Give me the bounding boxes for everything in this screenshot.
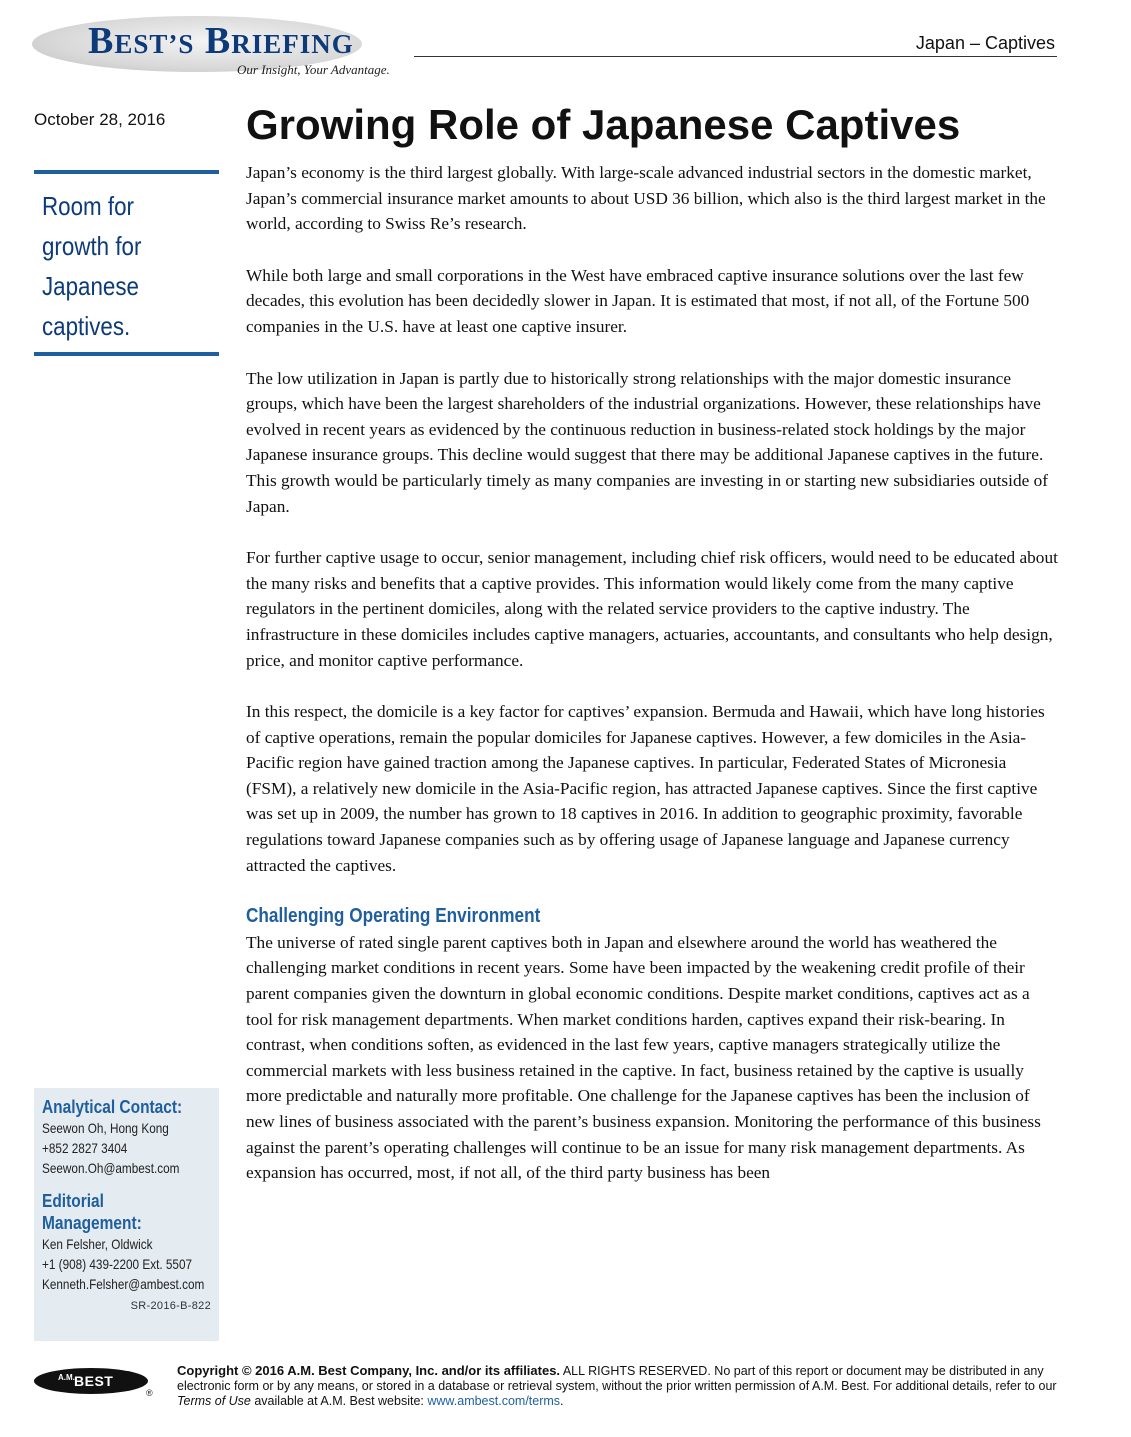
terms-of-use: Terms of Use <box>177 1394 251 1408</box>
editorial-heading: Editorial <box>42 1191 104 1211</box>
article-body <box>246 160 1058 1186</box>
editorial-heading: Management: <box>42 1213 142 1233</box>
pullquote <box>42 186 193 346</box>
article-paragraph: Japan’s economy is the third largest globally. With large-scale advanced industrial sectors in the domestic market, Japan’s commercial insurance market amounts to about USD 36 billion, which also is the third largest market in the world, according to Swiss Re’s research. <box>246 163 1046 234</box>
terms-suffix: available at A.M. Best website: <box>254 1394 424 1408</box>
analytical-contact-heading: Analytical Contact: <box>42 1097 183 1117</box>
article-title: Growing Role of Japanese Captives <box>246 101 961 148</box>
pullquote-line: Room for <box>42 191 134 221</box>
copyright-bold: Copyright © 2016 A.M. Best Company, Inc. and/or its affiliates. <box>177 1363 561 1378</box>
analytical-contact-email[interactable]: Seewon.Oh@ambest.com <box>42 1160 180 1176</box>
header-rule <box>414 56 1057 57</box>
pullquote-bottom-rule <box>34 352 219 356</box>
pullquote-line: growth for <box>42 231 142 261</box>
registered-mark: ® <box>146 1388 153 1398</box>
editorial-contact-phone: +1 (908) 439-2200 Ext. 5507 <box>42 1256 193 1272</box>
pullquote-line: captives. <box>42 311 131 341</box>
editorial-contact-name: Ken Felsher, Oldwick <box>42 1236 153 1252</box>
contact-box <box>34 1088 219 1341</box>
publication-date: October 28, 2016 <box>34 110 166 129</box>
brand-tagline: Our Insight, Your Advantage. <box>237 62 390 77</box>
ambest-logo <box>34 1368 148 1394</box>
ambest-logo-text: BEST <box>74 1373 114 1389</box>
pullquote-line: Japanese <box>42 271 139 301</box>
editorial-contact-email[interactable]: Kenneth.Felsher@ambest.com <box>42 1276 205 1292</box>
footer-period: . <box>560 1394 564 1408</box>
section-heading: Challenging Operating Environment <box>246 905 541 928</box>
website-link[interactable]: www.ambest.com/terms <box>427 1394 561 1408</box>
region-label: Japan – Captives <box>915 33 1055 53</box>
rights-caps: ALL RIGHTS RESERVED. <box>562 1364 711 1378</box>
ambest-logo-am: A.M. <box>58 1373 75 1382</box>
article-paragraph: While both large and small corporations in the West have embraced captive insurance solutions over the last few decades, this evolution has been decidedly slower in Japan. It is estimated that most, if not all, of the Fortune 500 companies in the U.S. have at least one captive insurer. <box>246 265 1030 336</box>
brand-logo: BEST’S BRIEFING <box>88 20 354 62</box>
pullquote-top-rule <box>34 170 219 174</box>
copyright-notice <box>177 1363 1057 1409</box>
article-paragraph: In this respect, the domicile is a key factor for captives’ expansion. Bermuda and Hawaii, which have long histories of captive operations, remain the popular domiciles for Japanese captives. However, a few domiciles in the Asia-Pacific region have gained traction among the Japanese captives. In particular, Federated States of Micronesia (FSM), a relatively new domicile in the Asia-Pacific region, has attracted Japanese captives. Since the first captive was set up in 2009, the number has grown to 18 captives in 2016. In addition to geographic proximity, favorable regulations toward Japanese companies such as by offering usage of Japanese language and Japanese currency attracted the captives. <box>246 702 1045 875</box>
analytical-contact-name: Seewon Oh, Hong Kong <box>42 1120 169 1136</box>
article-paragraph: For further captive usage to occur, senior management, including chief risk officers, would need to be educated about the many risks and benefits that a captive provides. This information would likely come from the many captive regulators in the pertinent domiciles, along with the related service providers to the captive industry. The infrastructure in these domiciles includes captive managers, actuaries, accountants, and consultants who help design, price, and monitor captive performance. <box>246 548 1058 670</box>
analytical-contact-phone: +852 2827 3404 <box>42 1140 128 1156</box>
rights-text: No part of this report or document may be distributed in any electronic form or by any means, or stored in a database or retrieval system, without the prior written permission of A.M. Best. For additional details, refer to our <box>177 1364 1057 1393</box>
article-paragraph: The low utilization in Japan is partly due to historically strong relationships with the major domestic insurance groups, which have been the largest shareholders of the industrial organizations. However, these relationships have evolved in recent years as evidenced by the continuous reduction in business-related stock holdings by the major Japanese insurance groups. This decline would suggest that there may be additional Japanese captives in the future. This growth would be particularly timely as many companies are investing in or starting new subsidiaries outside of Japan. <box>246 368 1048 516</box>
report-id: SR-2016-B-822 <box>130 1300 211 1312</box>
article-paragraph: The universe of rated single parent captives both in Japan and elsewhere around the world has weathered the challenging market conditions in recent years. Some have been impacted by the weakening credit profile of their parent companies given the downturn in global economic conditions. Despite market conditions, captives act as a tool for risk management departments. When market conditions harden, captives expand their risk-bearing. In contrast, when conditions soften, as evidenced in the last few years, captive managers strategically utilize the commercial markets with less business retained in the captive. In fact, business retained by the captive is usually more predictable and naturally more profitable. One challenge for the Japanese captives has been the inclusion of new lines of business associated with the parent’s business expansion. Monitoring the performance of this business against the parent’s operating challenges will continue to be an issue for many risk management departments. As expansion has occurred, most, if not all, of the third party business has been <box>246 932 1041 1183</box>
